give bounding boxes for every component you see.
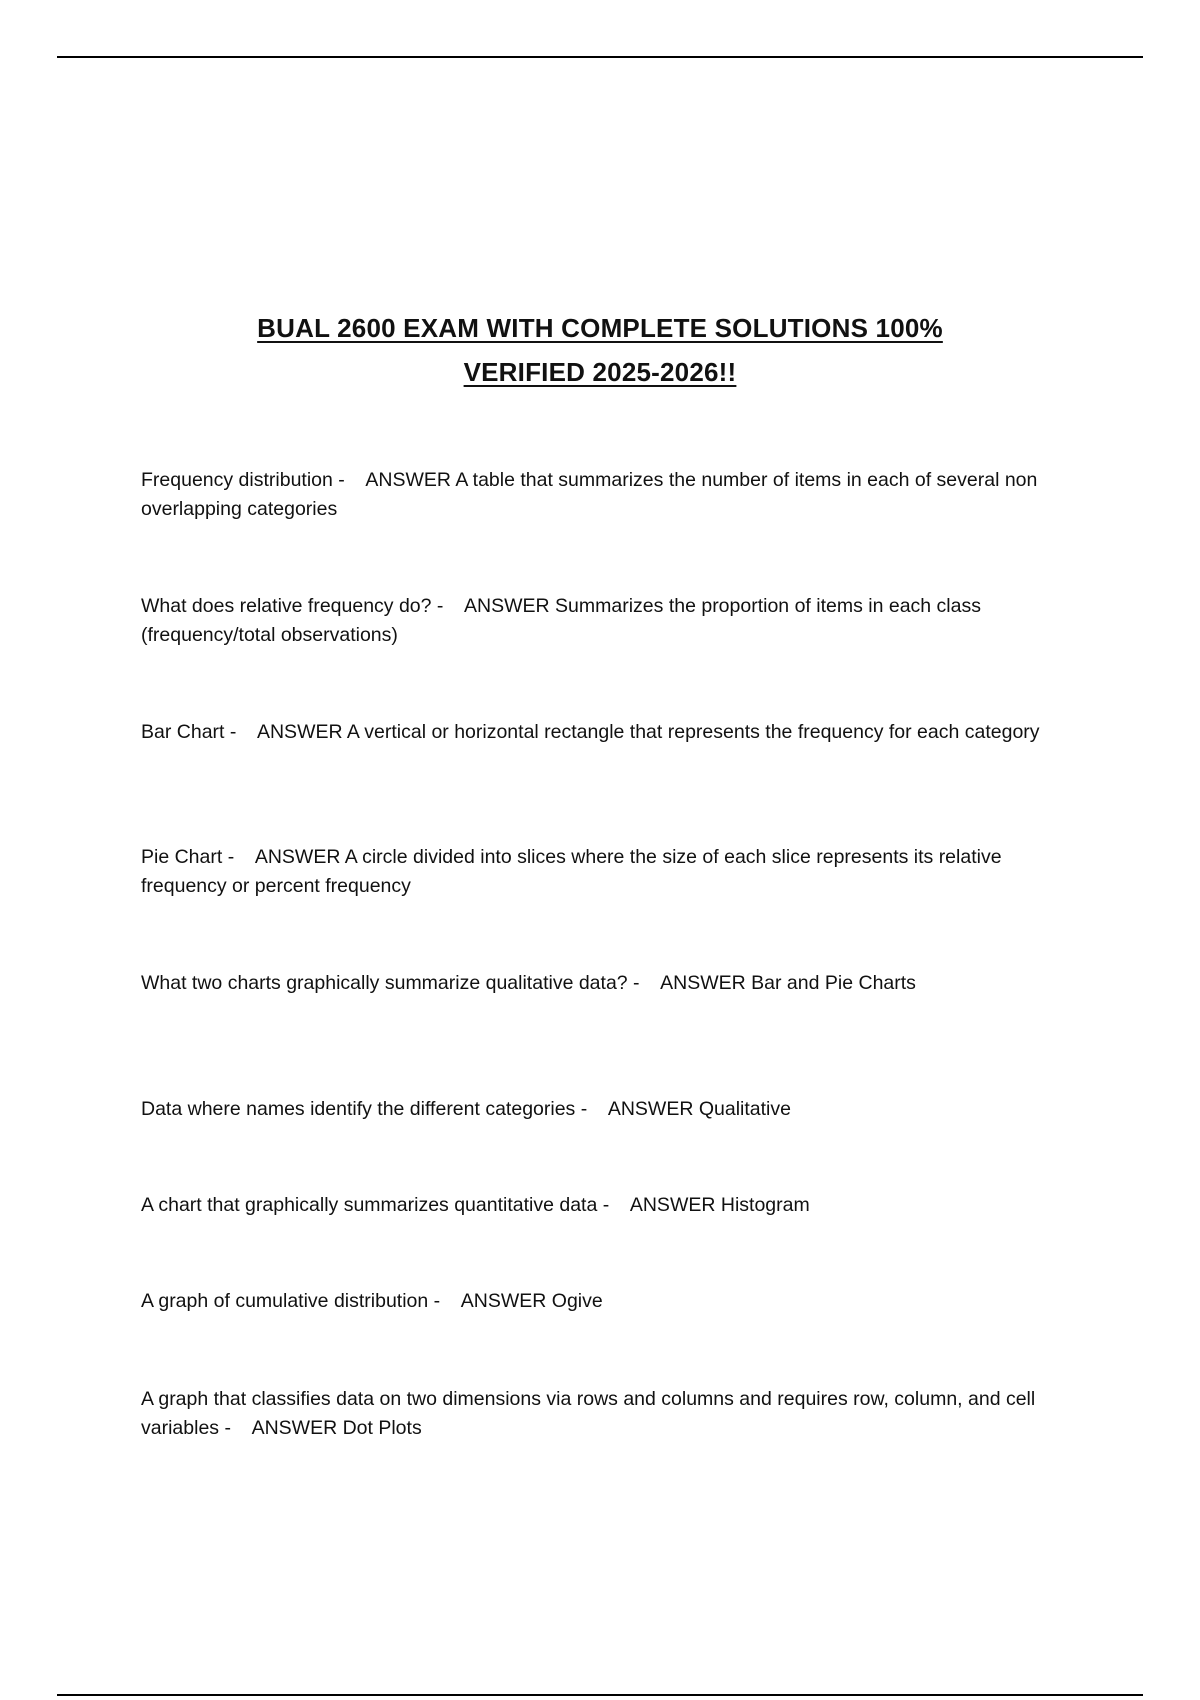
question-text: Pie Chart - — [141, 846, 235, 868]
question-text: A chart that graphically summarizes quantitative data - — [141, 1194, 610, 1216]
answer-label: ANSWER — [660, 972, 746, 994]
answer-text: Qualitative — [698, 1098, 791, 1120]
answer-text: Summarizes the proportion of items in each class (frequency/total observations) — [141, 595, 981, 646]
answer-label: ANSWER — [365, 469, 451, 491]
title-line-1: BUAL 2600 EXAM WITH COMPLETE SOLUTIONS 100% — [257, 313, 943, 343]
title-line-2: VERIFIED 2025-2026!! — [463, 357, 737, 387]
answer-text: Histogram — [720, 1194, 810, 1216]
question-text: Data where names identify the different categories - — [141, 1098, 588, 1120]
qa-entry — [141, 1385, 1081, 1443]
qa-entry — [141, 466, 1081, 524]
qa-entry — [141, 843, 1081, 901]
question-text: Bar Chart - — [141, 721, 237, 743]
answer-text: Ogive — [551, 1290, 603, 1312]
answer-text: Dot Plots — [342, 1417, 422, 1439]
answer-label: ANSWER — [464, 595, 550, 617]
bottom-rule — [57, 1694, 1143, 1696]
answer-label: ANSWER — [629, 1194, 716, 1216]
answer-label: ANSWER — [251, 1417, 338, 1439]
answer-label: ANSWER — [460, 1290, 547, 1312]
qa-entry — [141, 1287, 1081, 1316]
answer-text: A vertical or horizontal rectangle that represents the frequency for each category — [346, 721, 1040, 743]
qa-entry — [141, 969, 1081, 998]
document-title — [0, 306, 1200, 394]
qa-entry — [141, 1095, 1081, 1124]
answer-label: ANSWER — [254, 846, 341, 868]
qa-entry — [141, 1191, 1081, 1220]
top-rule — [57, 56, 1143, 58]
answer-text: Bar and Pie Charts — [751, 972, 916, 994]
question-text: A graph that classifies data on two dimensions via rows and columns and requires row, column, and cell variables - — [141, 1388, 1036, 1439]
qa-entry — [141, 718, 1081, 747]
qa-entry — [141, 592, 1081, 650]
question-text: What does relative frequency do? - — [141, 595, 444, 617]
question-text: A graph of cumulative distribution - — [141, 1290, 441, 1312]
question-text: Frequency distribution - — [141, 469, 345, 491]
answer-text: A table that summarizes the number of items in each of several non overlapping categories — [141, 469, 1038, 520]
answer-label: ANSWER — [607, 1098, 694, 1120]
question-text: What two charts graphically summarize qualitative data? - — [141, 972, 640, 994]
answer-label: ANSWER — [256, 721, 343, 743]
answer-text: A circle divided into slices where the size of each slice represents its relative frequency or percent frequency — [141, 846, 1002, 897]
